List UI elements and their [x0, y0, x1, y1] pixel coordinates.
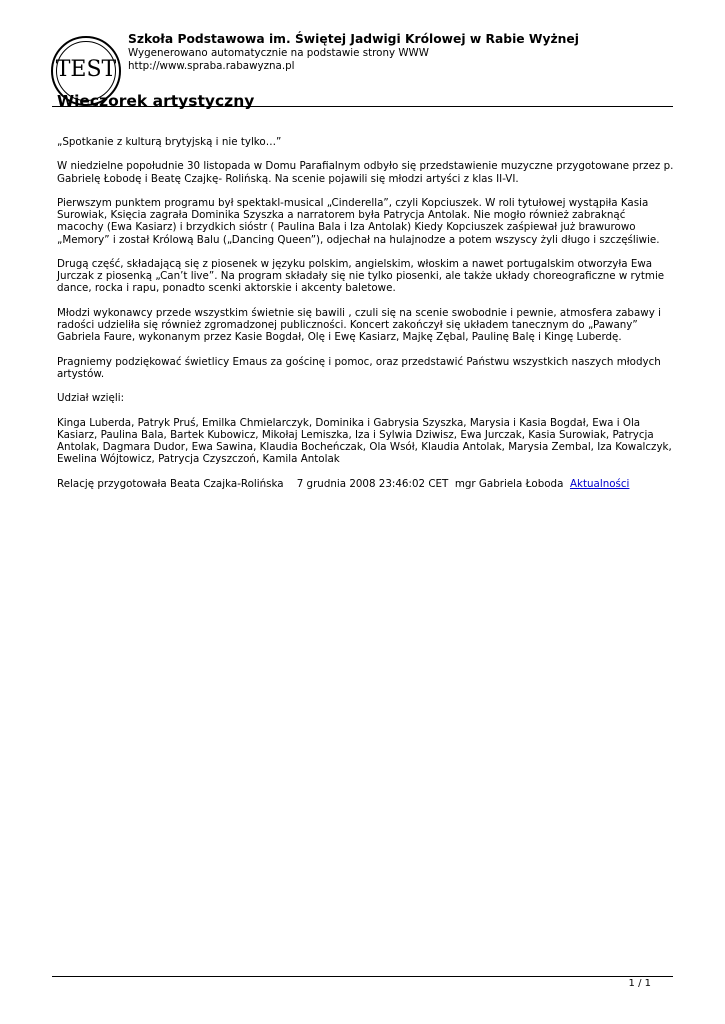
category-link[interactable]: Aktualności	[569, 477, 630, 490]
title-divider	[52, 106, 673, 107]
article-paragraph: Udział wzięli:	[57, 392, 125, 405]
article-paragraph: Kinga Luberda, Patryk Pruś, Emilka Chmielarczyk, Dominika i Gabrysia Szyszka, Marysia i Kasia Bogdał, Ewa i Ola Kasiarz, Paulina Bala, Bartek Kubowicz, Mikołaj Lemiszka, Iza i Sylwia Dziwisz, Ewa Jurczak, Kasia Surowiak, Patrycja Antolak, Dagmara Dudor, Ewa Sawina, Klaudia Bocheńczak, Ola Wsół, Klaudia Antolak, Marysia Zembal, Iza Kowalczyk, Ewelina Wójtowicz, Patrycja Czyszczoń, Kamila Antolak	[57, 416, 672, 466]
article-paragraph: „Spotkanie z kulturą brytyjską i nie tylko…”	[57, 136, 282, 148]
logo-text: TEST	[55, 57, 117, 82]
page-header	[128, 32, 579, 73]
generated-note: Wygenerowano automatycznie na podstawie strony WWW	[128, 47, 429, 59]
article-body	[57, 136, 675, 502]
page-number: 1 / 1	[628, 978, 651, 989]
article-paragraph: Drugą część, składającą się z piosenek w języku polskim, angielskim, włoskim a nawet portugalskim otworzyła Ewa Jurczak z piosenką „Can’t live”. Na program składały się nie tylko piosenki, ale także układy choreograficzne w rytmie dance, rocka i rapu, ponadto scenki aktorskie i akcenty baletowe.	[57, 257, 665, 295]
publish-date: 7 grudnia 2008 23:46:02 CET	[296, 477, 449, 490]
prepared-by: Relację przygotowała Beata Czajka-Rolińska	[57, 477, 284, 490]
article-paragraph: Pragniemy podziękować świetlicy Emaus za gościnę i pomoc, oraz przedstawić Państwu wszystkich naszych młodych artystów.	[57, 355, 661, 380]
article-paragraph: W niedzielne popołudnie 30 listopada w Domu Parafialnym odbyło się przedstawienie muzyczne przygotowane przez p. Gabrielę Łobodę i Beatę Czajkę- Rolińską. Na scenie pojawili się młodzi artyści z klas II-VI.	[57, 160, 674, 185]
article-paragraph: Młodzi wykonawcy przede wszystkim świetnie się bawili , czuli się na scenie swobodnie i pewnie, atmosfera zabawy i radości udzieliła się również zgromadzonej publiczności. Koncert zakończył się układem tanecznym do „Pawany” Gabriela Faure, wykonanym przez Kasie Bogdał, Olę i Ewę Kasiarz, Majkę Zębal, Paulinę Balę i Kingę Luberdę.	[57, 306, 661, 344]
site-url: http://www.spraba.rabawyzna.pl	[128, 60, 295, 72]
article-footer	[57, 478, 675, 490]
author-name: mgr Gabriela Łoboda	[454, 477, 564, 490]
footer-divider	[52, 976, 673, 977]
school-name: Szkoła Podstawowa im. Świętej Jadwigi Królowej w Rabie Wyżnej	[128, 32, 579, 46]
article-title: Wieczorek artystyczny	[57, 92, 255, 110]
article-paragraph: Pierwszym punktem programu był spektakl-musical „Cinderella”, czyli Kopciuszek. W roli tytułowej wystąpiła Kasia Surowiak, Księcia zagrała Dominika Szyszka a narratorem była Patrycja Antolak. Nie mogło również zabraknąć macochy (Ewa Kasiarz) i brzydkich sióstr ( Paulina Bala i Iza Antolak) Kiedy Kopciuszek zaśpiewał już brawurowo „Memory” i został Królową Balu („Dancing Queen”), odjechał na hulajnodze a potem wszyscy żyli długo i szczęśliwie.	[57, 196, 660, 246]
